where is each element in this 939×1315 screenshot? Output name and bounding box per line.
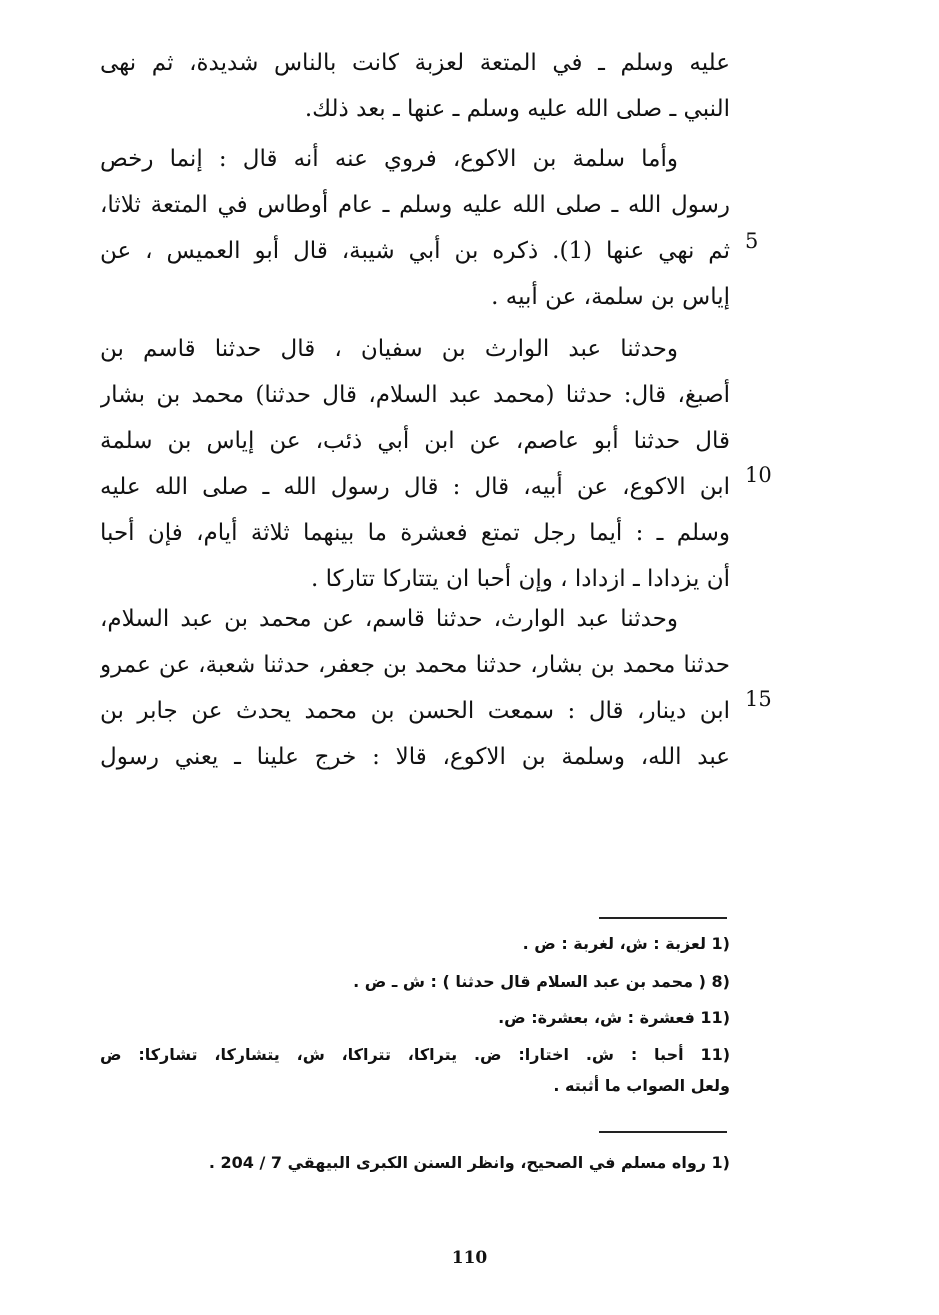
footnote-separator — [599, 1131, 727, 1133]
variant-note — [100, 967, 730, 997]
variant-number: 11) — [700, 1045, 730, 1064]
text-line: وأما سلمة بن الاكوع، فروي عنه أنه قال : إنما رخص — [100, 146, 678, 172]
paragraph-4 — [100, 596, 730, 780]
variant-text: ( محمد بن عبد السلام قال حدثنا ) : ش ـ ض . — [353, 972, 706, 991]
text-line: أن يزدادا ـ ازدادا ، وإن أحبا ان يتتاركا تتاركا . — [311, 566, 730, 592]
paragraph-1 — [100, 40, 730, 132]
variant-text: أحبا : ش. اختارا: ض. يتراكا، تتراكا، ش، يتشاركا، تشاركا: ض — [100, 1045, 684, 1064]
text-line: ابن دينار، قال : سمعت الحسن بن محمد يحدث عن جابر بن — [100, 698, 730, 724]
text-line: النبي ـ صلى الله عليه وسلم ـ عنها ـ بعد ذلك. — [304, 96, 730, 122]
paragraph-3 — [100, 326, 730, 602]
variant-text: ولعل الصواب ما أثبته . — [553, 1076, 730, 1095]
variant-note — [100, 929, 730, 959]
variant-number: 11) — [700, 1008, 730, 1027]
footnote — [100, 1148, 730, 1178]
variant-note-continuation — [100, 1071, 730, 1101]
variant-text: لعزبة : ش، لغربة : ض . — [522, 934, 706, 953]
variant-text: فعشرة : ش، بعشرة: ض. — [498, 1008, 695, 1027]
text-line: رسول الله ـ صلى الله عليه وسلم ـ عام أوطاس في المتعة ثلاثا، — [100, 192, 730, 218]
variant-note — [100, 1003, 730, 1033]
footnote-number: 1) — [711, 1153, 730, 1172]
text-line: عليه وسلم ـ في المتعة لعزبة كانت بالناس شديدة، ثم نهى — [100, 50, 730, 76]
variant-note — [100, 1040, 730, 1070]
text-line: إياس بن سلمة، عن أبيه . — [491, 284, 730, 310]
page-number: 110 — [451, 1248, 488, 1268]
text-line: وحدثنا عبد الوارث بن سفيان ، قال حدثنا قاسم بن — [100, 336, 678, 362]
line-number: 5 — [745, 229, 759, 253]
line-number: 10 — [745, 463, 772, 487]
text-line: وحدثنا عبد الوارث، حدثنا قاسم، عن محمد بن عبد السلام، — [100, 606, 678, 632]
variant-number: 8) — [711, 972, 730, 991]
footnote-text: رواه مسلم في الصحيح، وانظر السنن الكبرى البيهقي 7 / 204 . — [208, 1153, 706, 1172]
text-line: قال حدثنا أبو عاصم، عن ابن أبي ذئب، عن إياس بن سلمة — [100, 428, 730, 454]
text-line: ابن الاكوع، عن أبيه، قال : قال رسول الله ـ صلى الله عليه — [100, 474, 730, 500]
text-line: أصبغ، قال: حدثنا (محمد عبد السلام، قال حدثنا) محمد بن بشار — [100, 382, 730, 408]
paragraph-2 — [100, 136, 730, 320]
line-number: 15 — [745, 687, 772, 711]
variant-number: 1) — [711, 934, 730, 953]
variants-separator — [599, 917, 727, 919]
text-line: عبد الله، وسلمة بن الاكوع، قالا : خرج علينا ـ يعني رسول — [100, 744, 730, 770]
text-line: ثم نهي عنها (1). ذكره بن أبي شيبة، قال أبو العميس ، عن — [100, 238, 730, 264]
text-line: حدثنا محمد بن بشار، حدثنا محمد بن جعفر، حدثنا شعبة، عن عمرو — [100, 652, 730, 678]
text-line: وسلم ـ : أيما رجل تمتع فعشرة ما بينهما ثلاثة أيام، فإن أحبا — [100, 520, 730, 546]
